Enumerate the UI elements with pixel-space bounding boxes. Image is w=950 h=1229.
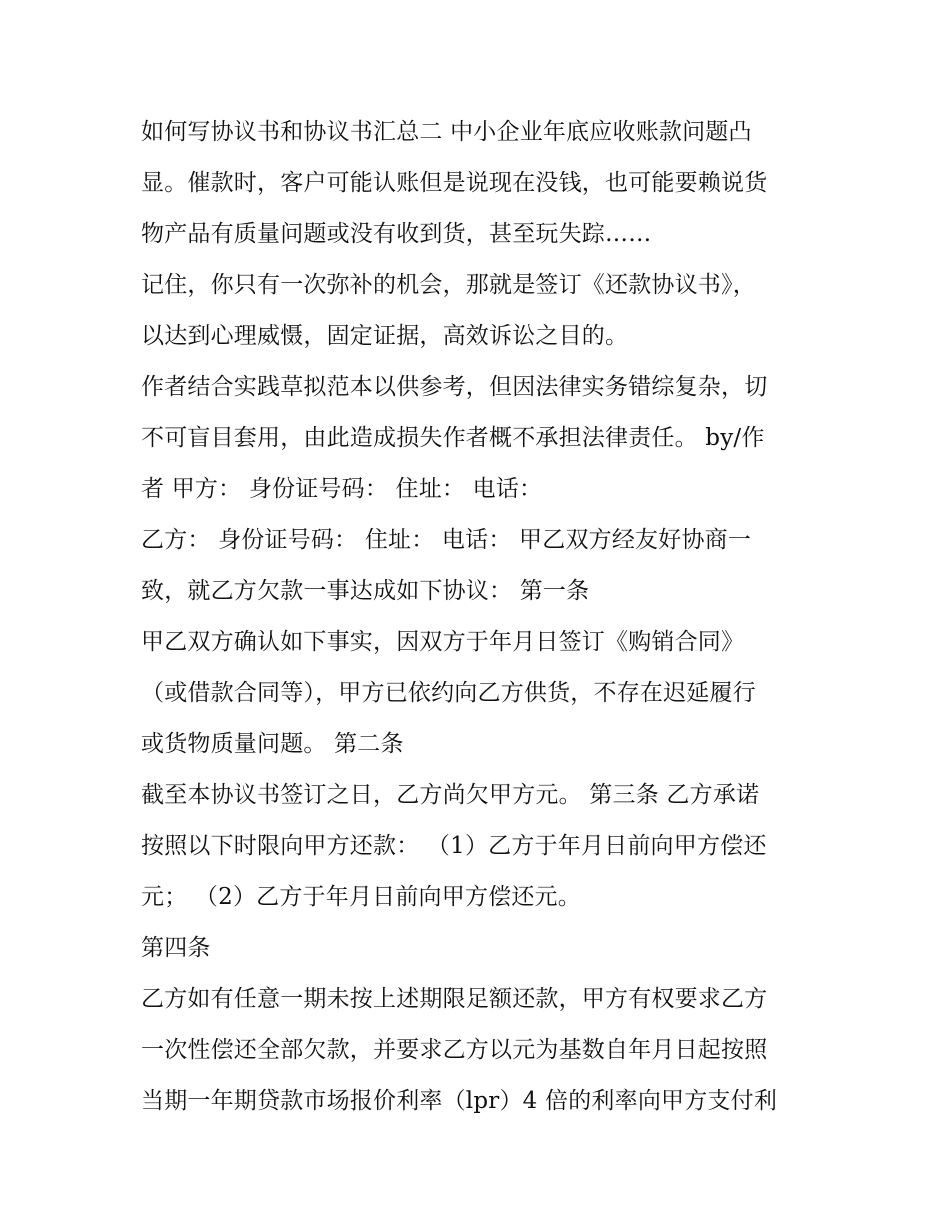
text-line: 显。催款时，客户可能认账但是说现在没钱，也可能要赖说货 [141,170,768,196]
text-line: 不可盲目套用，由此造成损失作者概不承担法律责任。 by/作 [141,425,765,451]
text-line: 以达到心理威慑，固定证据，高效诉讼之目的。 [141,323,629,349]
text-line: 按照以下时限向甲方还款： （1）乙方于年月日前向甲方偿还 [141,833,767,859]
text-line: 第四条 [141,935,211,961]
text-line: 截至本协议书签订之日，乙方尚欠甲方元。 第三条 乙方承诺 [141,782,760,808]
text-line: 者 甲方： 身份证号码： 住址： 电话： [141,476,543,502]
text-line: 或货物质量问题。 第二条 [141,731,404,757]
text-line: 作者结合实践草拟范本以供参考，但因法律实务错综复杂，切 [141,374,768,400]
document-body [141,107,813,1127]
text-line: 一次性偿还全部欠款，并要求乙方以元为基数自年月日起按照 [141,1037,768,1063]
text-line: 甲乙双方确认如下事实，因双方于年月日签订《购销合同》 [141,629,745,655]
text-line: 元； （2）乙方于年月日前向甲方偿还元。 [141,884,581,910]
text-line: 致，就乙方欠款一事达成如下协议： 第一条 [141,578,590,604]
text-line: 乙方如有任意一期未按上述期限足额还款，甲方有权要求乙方 [141,986,768,1012]
text-line: 物产品有质量问题或没有收到货，甚至玩失踪…… [141,221,652,247]
text-line: （或借款合同等），甲方已依约向乙方供货，不存在迟延履行 [141,680,756,706]
text-line: 乙方： 身份证号码： 住址： 电话： 甲乙双方经友好协商一 [141,527,752,553]
text-line: 如何写协议书和协议书汇总二 中小企业年底应收账款问题凸 [141,119,752,145]
text-line: 记住，你只有一次弥补的机会，那就是签订《还款协议书》， [141,272,756,298]
text-line: 当期一年期贷款市场报价利率（lpr）4 倍的利率向甲方支付利 [141,1088,778,1114]
